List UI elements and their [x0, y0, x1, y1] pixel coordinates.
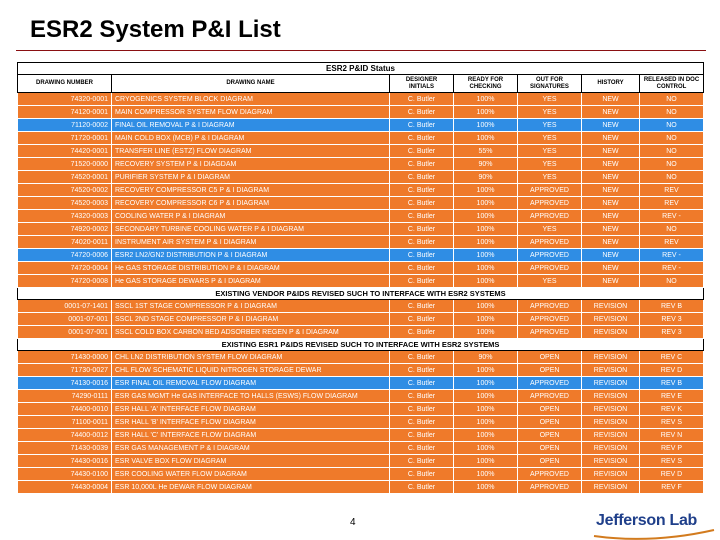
cell-num: 74420-0001 [18, 145, 112, 158]
cell-name: RECOVERY SYSTEM P & I DIAGDAM [112, 158, 390, 171]
table-row [18, 275, 704, 288]
cell-released: NO [640, 223, 704, 236]
cell-name: CRYOGENICS SYSTEM BLOCK DIAGRAM [112, 93, 390, 106]
cell-out: YES [518, 145, 582, 158]
cell-history: REVISION [582, 481, 640, 494]
pid-status-table [17, 62, 704, 494]
cell-num: 74720-0006 [18, 249, 112, 262]
cell-released: REV - [640, 262, 704, 275]
jefferson-lab-logo [592, 510, 718, 540]
cell-designer: C. Butler [390, 275, 454, 288]
cell-designer: C. Butler [390, 442, 454, 455]
cell-out: APPROVED [518, 481, 582, 494]
cell-designer: C. Butler [390, 210, 454, 223]
cell-ready: 100% [454, 275, 518, 288]
cell-out: YES [518, 119, 582, 132]
cell-name: SSCL COLD BOX CARBON BED ADSORBER REGEN P & I DIAGRAM [112, 326, 390, 339]
cell-released: NO [640, 145, 704, 158]
cell-out: OPEN [518, 442, 582, 455]
cell-designer: C. Butler [390, 326, 454, 339]
cell-out: YES [518, 171, 582, 184]
cell-history: REVISION [582, 429, 640, 442]
table-row [18, 300, 704, 313]
column-header: DESIGNER INITIALS [390, 75, 454, 93]
cell-history: REVISION [582, 390, 640, 403]
cell-designer: C. Butler [390, 249, 454, 262]
table-row [18, 236, 704, 249]
cell-num: 74130-0016 [18, 377, 112, 390]
column-header: DRAWING NUMBER [18, 75, 112, 93]
column-header: HISTORY [582, 75, 640, 93]
cell-history: REVISION [582, 351, 640, 364]
table-row [18, 313, 704, 326]
cell-designer: C. Butler [390, 171, 454, 184]
cell-name: ESR HALL 'A' INTERFACE FLOW DIAGRAM [112, 403, 390, 416]
table-row [18, 210, 704, 223]
cell-num: 74320-0003 [18, 210, 112, 223]
table-row [18, 106, 704, 119]
cell-released: REV [640, 236, 704, 249]
cell-released: REV S [640, 416, 704, 429]
cell-released: REV [640, 184, 704, 197]
cell-out: YES [518, 93, 582, 106]
cell-designer: C. Butler [390, 236, 454, 249]
cell-num: 74430-0016 [18, 455, 112, 468]
cell-history: REVISION [582, 455, 640, 468]
cell-name: CHL FLOW SCHEMATIC LIQUID NITROGEN STORAGE DEWAR [112, 364, 390, 377]
cell-out: APPROVED [518, 313, 582, 326]
cell-num: 74520-0003 [18, 197, 112, 210]
cell-name: He GAS STORAGE DISTRIBUTION P & I DIAGRAM [112, 262, 390, 275]
cell-released: REV P [640, 442, 704, 455]
cell-history: NEW [582, 197, 640, 210]
cell-designer: C. Butler [390, 377, 454, 390]
table-group-esr1 [18, 351, 704, 494]
cell-ready: 100% [454, 481, 518, 494]
cell-history: NEW [582, 158, 640, 171]
cell-out: YES [518, 132, 582, 145]
section-heading-vendor: EXISTING VENDOR P&IDS REVISED SUCH TO INTERFACE WITH ESR2 SYSTEMS [18, 288, 704, 300]
cell-ready: 90% [454, 351, 518, 364]
table-row [18, 403, 704, 416]
cell-history: REVISION [582, 468, 640, 481]
table-row [18, 377, 704, 390]
cell-num: 74400-0012 [18, 429, 112, 442]
cell-designer: C. Butler [390, 351, 454, 364]
cell-out: YES [518, 275, 582, 288]
cell-ready: 100% [454, 429, 518, 442]
cell-history: NEW [582, 223, 640, 236]
cell-history: REVISION [582, 442, 640, 455]
table-row [18, 351, 704, 364]
cell-num: 74520-0001 [18, 171, 112, 184]
cell-ready: 100% [454, 455, 518, 468]
cell-released: REV E [640, 390, 704, 403]
cell-ready: 100% [454, 442, 518, 455]
slide-title: ESR2 System P&I List [30, 16, 281, 43]
table-row [18, 326, 704, 339]
table-column-headers [18, 75, 704, 93]
cell-designer: C. Butler [390, 455, 454, 468]
cell-out: YES [518, 106, 582, 119]
table-status-header: ESR2 P&ID Status [18, 63, 704, 75]
table-row [18, 223, 704, 236]
cell-name: SECONDARY TURBINE COOLING WATER P & I DIAGRAM [112, 223, 390, 236]
table-row [18, 455, 704, 468]
cell-ready: 100% [454, 184, 518, 197]
cell-released: REV B [640, 300, 704, 313]
cell-designer: C. Butler [390, 119, 454, 132]
cell-num: 74920-0002 [18, 223, 112, 236]
cell-name: MAIN COLD BOX (MCB) P & I DIAGRAM [112, 132, 390, 145]
cell-name: INSTRUMENT AIR SYSTEM P & I DIAGRAM [112, 236, 390, 249]
cell-name: He GAS STORAGE DEWARS P & I DIAGRAM [112, 275, 390, 288]
cell-name: ESR GAS MGMT He GAS INTERFACE TO HALLS (ESWS) FLOW DIAGRAM [112, 390, 390, 403]
cell-out: APPROVED [518, 197, 582, 210]
cell-ready: 100% [454, 106, 518, 119]
cell-ready: 100% [454, 326, 518, 339]
cell-name: ESR VALVE BOX FLOW DIAGRAM [112, 455, 390, 468]
cell-num: 0001-07-001 [18, 313, 112, 326]
cell-out: APPROVED [518, 390, 582, 403]
table-row [18, 197, 704, 210]
table-row [18, 364, 704, 377]
cell-designer: C. Butler [390, 223, 454, 236]
cell-out: OPEN [518, 429, 582, 442]
cell-released: REV 3 [640, 313, 704, 326]
cell-history: NEW [582, 184, 640, 197]
cell-released: REV - [640, 249, 704, 262]
cell-released: REV K [640, 403, 704, 416]
cell-designer: C. Butler [390, 93, 454, 106]
cell-name: TRANSFER LINE (ESTZ) FLOW DIAGRAM [112, 145, 390, 158]
cell-designer: C. Butler [390, 313, 454, 326]
cell-designer: C. Butler [390, 106, 454, 119]
table-row [18, 468, 704, 481]
column-header: DRAWING NAME [112, 75, 390, 93]
table-row [18, 249, 704, 262]
cell-released: REV C [640, 351, 704, 364]
cell-num: 71100-0011 [18, 416, 112, 429]
table-row [18, 416, 704, 429]
cell-history: REVISION [582, 377, 640, 390]
cell-out: YES [518, 223, 582, 236]
section-heading-esr1: EXISTING ESR1 P&IDS REVISED SUCH TO INTERFACE WITH ESR2 SYSTEMS [18, 339, 704, 351]
cell-designer: C. Butler [390, 390, 454, 403]
cell-num: 74520-0002 [18, 184, 112, 197]
cell-history: NEW [582, 236, 640, 249]
cell-released: REV [640, 197, 704, 210]
cell-name: FINAL OIL REMOVAL P & I DIAGRAM [112, 119, 390, 132]
cell-num: 74720-0008 [18, 275, 112, 288]
cell-ready: 100% [454, 197, 518, 210]
cell-name: ESR HALL 'B' INTERFACE FLOW DIAGRAM [112, 416, 390, 429]
table-row [18, 429, 704, 442]
table-group-new-approved [18, 184, 704, 288]
table-row [18, 184, 704, 197]
cell-designer: C. Butler [390, 403, 454, 416]
cell-history: NEW [582, 275, 640, 288]
table-group-new [18, 93, 704, 184]
cell-released: REV - [640, 210, 704, 223]
cell-released: REV 3 [640, 326, 704, 339]
cell-released: NO [640, 106, 704, 119]
cell-name: SSCL 2ND STAGE COMPRESSOR P & I DIAGRAM [112, 313, 390, 326]
cell-num: 74320-0001 [18, 93, 112, 106]
cell-history: REVISION [582, 364, 640, 377]
table-row [18, 145, 704, 158]
cell-name: ESR 10,000L He DEWAR FLOW DIAGRAM [112, 481, 390, 494]
cell-history: NEW [582, 249, 640, 262]
cell-out: OPEN [518, 403, 582, 416]
section-esr1 [18, 339, 704, 351]
cell-num: 71520-0000 [18, 158, 112, 171]
column-header: RELEASED IN DOC CONTROL [640, 75, 704, 93]
cell-num: 74290-0111 [18, 390, 112, 403]
cell-designer: C. Butler [390, 184, 454, 197]
cell-name: SSCL 1ST STAGE COMPRESSOR P & I DIAGRAM [112, 300, 390, 313]
cell-released: REV F [640, 481, 704, 494]
cell-released: NO [640, 132, 704, 145]
cell-ready: 100% [454, 119, 518, 132]
cell-designer: C. Butler [390, 300, 454, 313]
cell-ready: 100% [454, 262, 518, 275]
column-header: OUT FOR SIGNATURES [518, 75, 582, 93]
cell-num: 74430-0100 [18, 468, 112, 481]
cell-ready: 100% [454, 93, 518, 106]
cell-designer: C. Butler [390, 145, 454, 158]
cell-ready: 100% [454, 377, 518, 390]
cell-history: REVISION [582, 313, 640, 326]
table-row [18, 442, 704, 455]
cell-name: RECOVERY COMPRESSOR C6 P & I DIAGRAM [112, 197, 390, 210]
cell-out: APPROVED [518, 184, 582, 197]
cell-name: ESR GAS MANAGEMENT P & I DIAGRAM [112, 442, 390, 455]
table-row [18, 132, 704, 145]
cell-ready: 100% [454, 300, 518, 313]
cell-num: 71430-0039 [18, 442, 112, 455]
cell-ready: 100% [454, 416, 518, 429]
cell-num: 74400-0010 [18, 403, 112, 416]
cell-out: APPROVED [518, 300, 582, 313]
cell-history: REVISION [582, 403, 640, 416]
cell-num: 0001-07-1401 [18, 300, 112, 313]
table-row [18, 481, 704, 494]
cell-num: 74430-0004 [18, 481, 112, 494]
cell-history: NEW [582, 171, 640, 184]
table-row [18, 390, 704, 403]
cell-history: NEW [582, 132, 640, 145]
cell-ready: 100% [454, 132, 518, 145]
cell-out: OPEN [518, 455, 582, 468]
cell-history: NEW [582, 93, 640, 106]
table-row [18, 262, 704, 275]
cell-released: REV S [640, 455, 704, 468]
cell-ready: 100% [454, 210, 518, 223]
cell-released: REV N [640, 429, 704, 442]
page-number: 4 [350, 517, 356, 528]
title-divider [16, 50, 706, 51]
cell-ready: 100% [454, 236, 518, 249]
cell-released: NO [640, 93, 704, 106]
cell-ready: 90% [454, 158, 518, 171]
cell-num: 71720-0001 [18, 132, 112, 145]
cell-name: CHL LN2 DISTRIBUTION SYSTEM FLOW DIAGRAM [112, 351, 390, 364]
cell-out: OPEN [518, 416, 582, 429]
cell-designer: C. Butler [390, 416, 454, 429]
cell-released: REV D [640, 468, 704, 481]
table-row [18, 158, 704, 171]
cell-num: 74020-0011 [18, 236, 112, 249]
cell-released: NO [640, 171, 704, 184]
cell-ready: 100% [454, 468, 518, 481]
cell-released: REV D [640, 364, 704, 377]
cell-num: 71430-0000 [18, 351, 112, 364]
cell-out: APPROVED [518, 468, 582, 481]
cell-ready: 100% [454, 249, 518, 262]
cell-name: PURIFIER SYSTEM P & I DIAGRAM [112, 171, 390, 184]
cell-num: 71730-0027 [18, 364, 112, 377]
column-header: READY FOR CHECKING [454, 75, 518, 93]
cell-out: APPROVED [518, 262, 582, 275]
cell-history: NEW [582, 106, 640, 119]
cell-history: NEW [582, 119, 640, 132]
cell-released: REV B [640, 377, 704, 390]
cell-ready: 100% [454, 313, 518, 326]
cell-ready: 100% [454, 390, 518, 403]
cell-history: REVISION [582, 300, 640, 313]
section-vendor [18, 288, 704, 300]
cell-out: APPROVED [518, 249, 582, 262]
table-row [18, 171, 704, 184]
cell-out: OPEN [518, 351, 582, 364]
cell-designer: C. Butler [390, 262, 454, 275]
cell-designer: C. Butler [390, 468, 454, 481]
cell-released: NO [640, 275, 704, 288]
cell-history: NEW [582, 262, 640, 275]
table-row [18, 93, 704, 106]
cell-released: NO [640, 119, 704, 132]
cell-designer: C. Butler [390, 132, 454, 145]
cell-out: OPEN [518, 364, 582, 377]
cell-name: COOLING WATER P & I DIAGRAM [112, 210, 390, 223]
cell-name: RECOVERY COMPRESSOR C5 P & I DIAGRAM [112, 184, 390, 197]
cell-num: 74720-0004 [18, 262, 112, 275]
cell-ready: 100% [454, 223, 518, 236]
cell-ready: 100% [454, 364, 518, 377]
table-row [18, 119, 704, 132]
cell-out: APPROVED [518, 236, 582, 249]
cell-ready: 55% [454, 145, 518, 158]
cell-designer: C. Butler [390, 481, 454, 494]
cell-out: APPROVED [518, 377, 582, 390]
logo-text: Jefferson Lab [596, 512, 698, 529]
cell-ready: 100% [454, 403, 518, 416]
cell-name: ESR FINAL OIL REMOVAL FLOW DIAGRAM [112, 377, 390, 390]
cell-designer: C. Butler [390, 158, 454, 171]
cell-name: MAIN COMPRESSOR SYSTEM FLOW DIAGRAM [112, 106, 390, 119]
cell-designer: C. Butler [390, 364, 454, 377]
cell-history: NEW [582, 210, 640, 223]
cell-history: REVISION [582, 326, 640, 339]
cell-designer: C. Butler [390, 197, 454, 210]
cell-history: REVISION [582, 416, 640, 429]
cell-num: 71120-0002 [18, 119, 112, 132]
cell-name: ESR COOLING WATER FLOW DIAGRAM [112, 468, 390, 481]
cell-ready: 90% [454, 171, 518, 184]
cell-num: 74120-0001 [18, 106, 112, 119]
cell-name: ESR2 LN2/GN2 DISTRIBUTION P & I DIAGRAM [112, 249, 390, 262]
cell-out: APPROVED [518, 210, 582, 223]
cell-num: 0001-07-001 [18, 326, 112, 339]
cell-out: APPROVED [518, 326, 582, 339]
table-group-vendor [18, 300, 704, 339]
cell-released: NO [640, 158, 704, 171]
cell-name: ESR HALL 'C' INTERFACE FLOW DIAGRAM [112, 429, 390, 442]
cell-designer: C. Butler [390, 429, 454, 442]
cell-history: NEW [582, 145, 640, 158]
cell-out: YES [518, 158, 582, 171]
